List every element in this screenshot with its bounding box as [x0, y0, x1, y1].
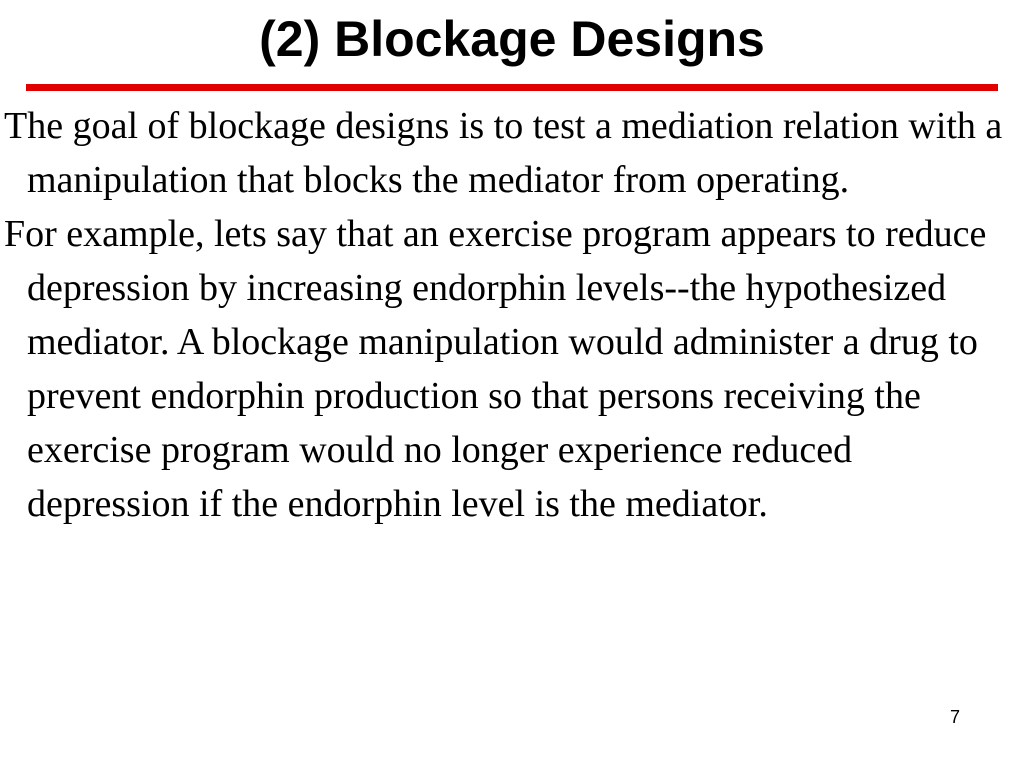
body-paragraph-goal: The goal of blockage designs is to test a mediation relation with a manipulation that blocks the mediator from operating.	[4, 105, 1003, 201]
page-number: 7	[949, 707, 960, 727]
slide-body	[4, 99, 1004, 531]
slide-title: (2) Blockage Designs	[259, 11, 765, 67]
title-underline-rule	[26, 84, 998, 91]
body-paragraph-example: For example, lets say that an exercise program appears to reduce depression by increasing endorphin levels--the hypothesized mediator. A blockage manipulation would administer a drug to prevent endorphin production so that persons receiving the exercise program would no longer experience reduced depression if the endorphin level is the mediator.	[4, 213, 987, 525]
